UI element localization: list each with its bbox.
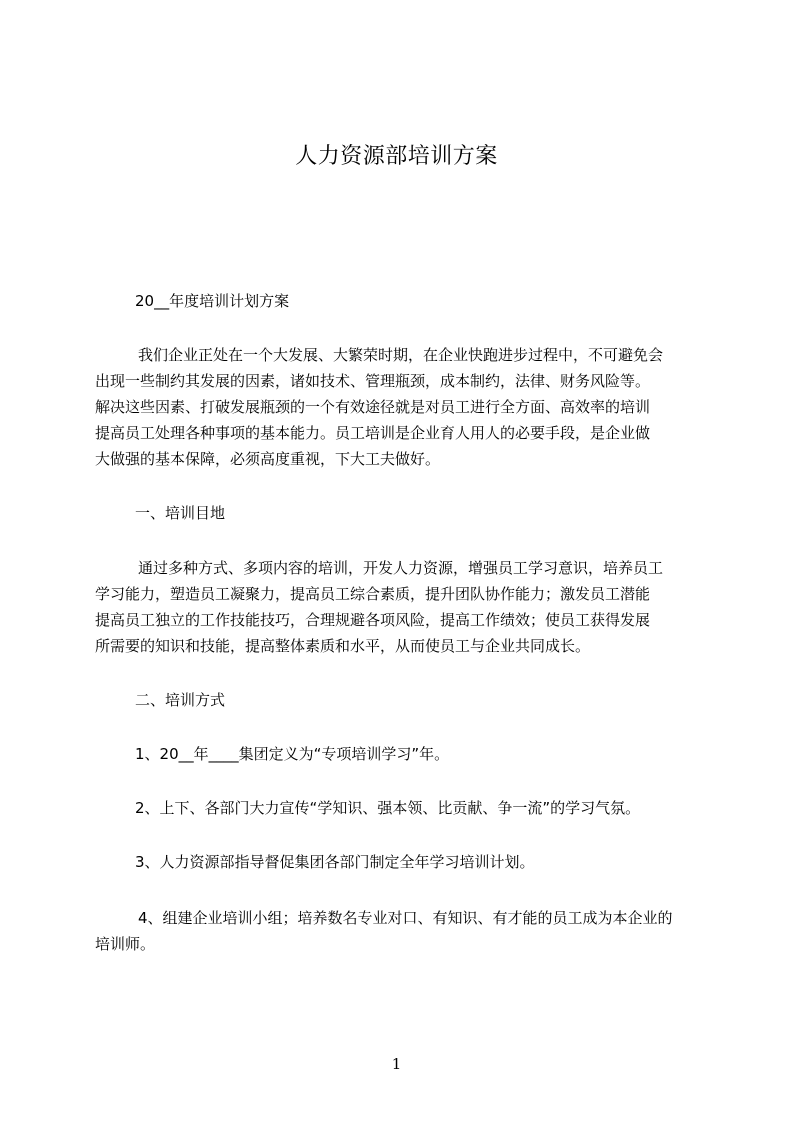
training-item-3: 3、人力资源部指导督促集团各部门制定全年学习培训计划。 [135, 853, 535, 871]
intro-line: 解决这些因素、打破发展瓶颈的一个有效途径就是对员工进行全方面、高效率的培训 [95, 398, 651, 416]
training-item-4 [95, 905, 707, 957]
section1-line: 提高员工独立的工作技能技巧，合理规避各项风险，提高工作绩效；使员工获得发展 [95, 611, 651, 629]
item4-line: 培训师。 [95, 935, 156, 953]
intro-line: 提高员工处理各种事项的基本能力。员工培训是企业育人用人的必要手段，是企业做 [95, 424, 651, 442]
intro-paragraph [95, 342, 707, 472]
section1-paragraph [95, 555, 707, 659]
document-title: 人力资源部培训方案 [295, 144, 498, 169]
section1-heading: 一、培训目地 [135, 504, 226, 522]
section1-line: 通过多种方式、多项内容的培训，开发人力资源，增强员工学习意识，培养员工 [138, 559, 664, 577]
item4-line: 4、组建企业培训小组；培养数名专业对口、有知识、有才能的员工成为本企业的 [138, 909, 673, 927]
section1-line: 所需要的知识和技能，提高整体素质和水平，从而使员工与企业共同成长。 [95, 637, 591, 655]
plan-heading: 20__年度培训计划方案 [135, 292, 290, 310]
intro-line: 出现一些制约其发展的因素，诸如技术、管理瓶颈，成本制约，法律、财务风险等。 [95, 372, 651, 390]
section1-line: 学习能力，塑造员工凝聚力，提高员工综合素质，提升团队协作能力；激发员工潜能 [95, 585, 651, 603]
page-number: 1 [391, 1055, 402, 1073]
section2-heading: 二、培训方式 [135, 691, 226, 709]
training-item-2: 2、上下、各部门大力宣传“学知识、强本领、比贡献、争一流”的学习气氛。 [135, 799, 641, 817]
training-item-1: 1、20__年____集团定义为“专项培训学习”年。 [135, 745, 450, 763]
intro-line: 我们企业正处在一个大发展、大繁荣时期，在企业快跑进步过程中，不可避免会 [138, 346, 664, 364]
intro-line: 大做强的基本保障，必须高度重视，下大工夫做好。 [95, 450, 441, 468]
